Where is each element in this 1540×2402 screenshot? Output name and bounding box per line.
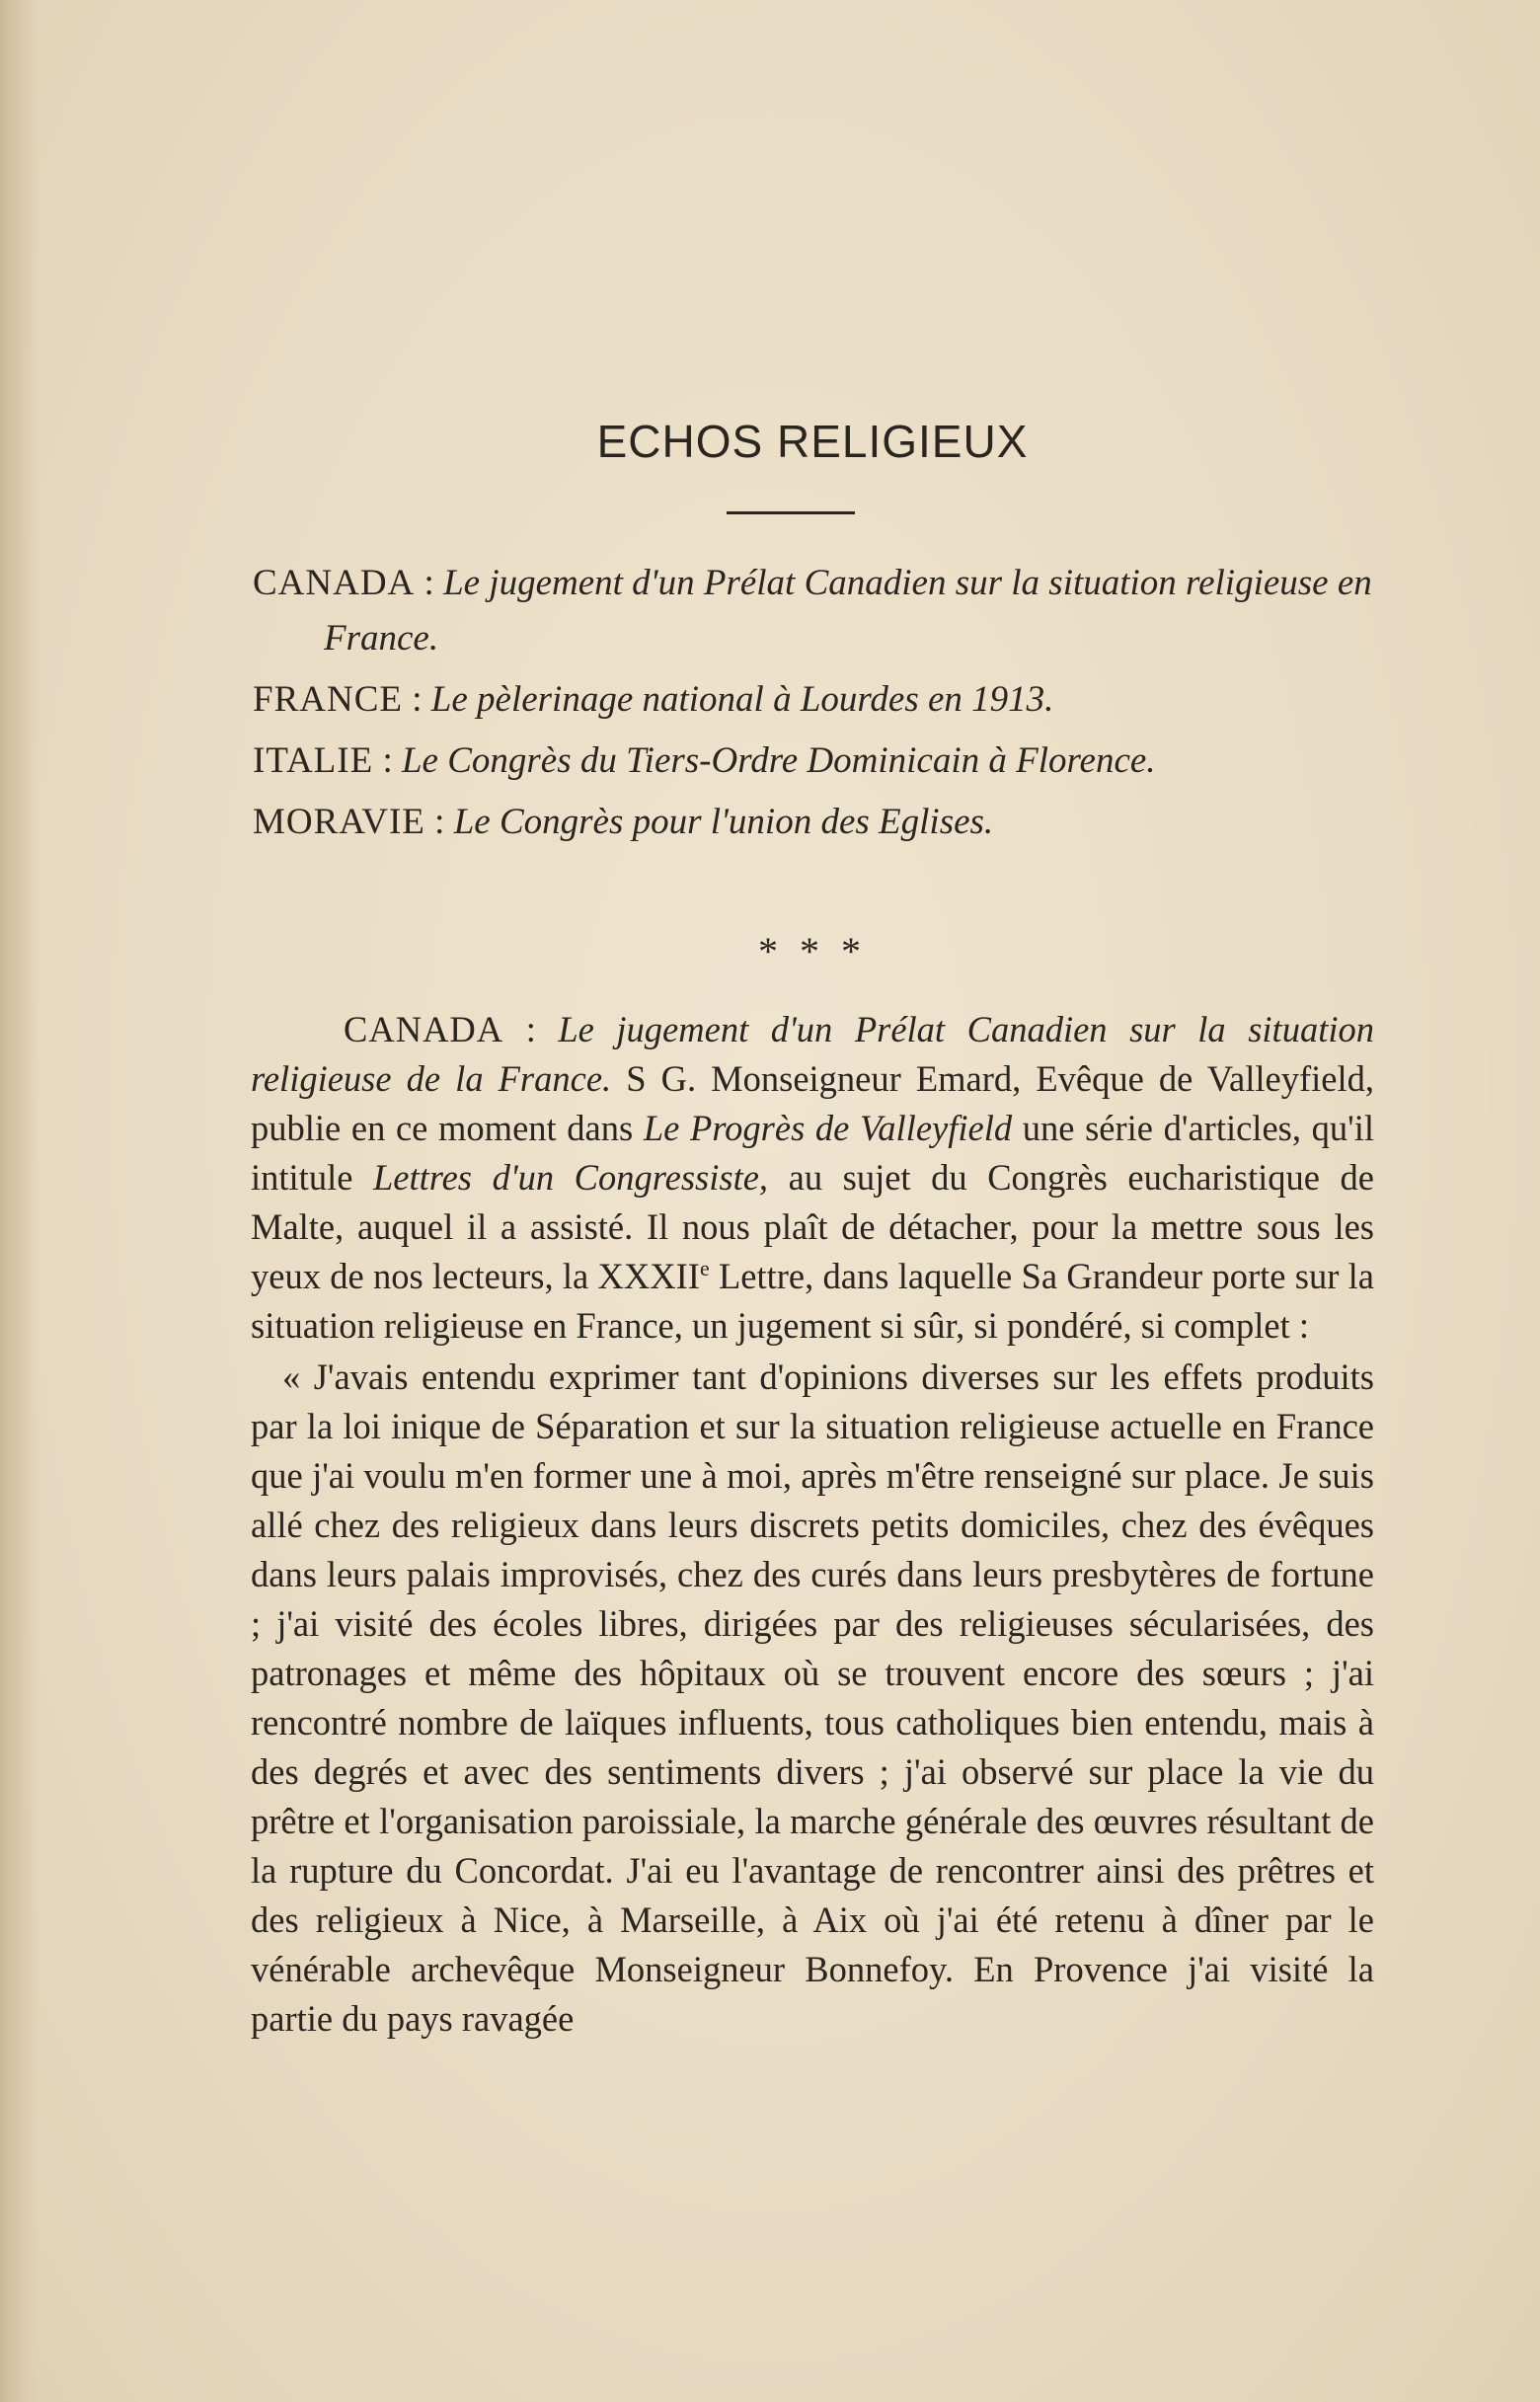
summary-entry-canada	[253, 556, 1374, 666]
summary-separator: :	[373, 740, 402, 781]
summary-text: Le Congrès pour l'union des Eglises.	[453, 802, 994, 842]
summary-country: FRANCE	[253, 679, 403, 720]
summary-country: MORAVIE	[253, 802, 425, 842]
summary-country: ITALIE	[253, 740, 374, 781]
summary-entry-moravie	[253, 795, 1374, 850]
summary-country: CANADA	[253, 563, 416, 603]
article-intro-text-1: S G. Monseigneur Emard, Evêque de Valleyfield, publie en ce moment dans	[251, 1058, 1374, 1148]
summary-entry-italie	[253, 734, 1374, 789]
summary-separator: :	[402, 679, 431, 720]
newspaper-title: Le Progrès de Valleyfield	[643, 1108, 1013, 1148]
article-headline: Le jugement d'un Prélat Canadien sur la situation religieuse de la France.	[251, 1009, 1374, 1099]
article-intro-paragraph	[251, 1005, 1374, 1351]
summary-separator: :	[424, 802, 454, 842]
article-body	[251, 1005, 1374, 2044]
section-separator-stars: * * *	[758, 929, 867, 973]
article-intro-text-2: une série d'articles, qu'il intitule	[251, 1108, 1374, 1198]
summary-text: Le Congrès du Tiers-Ordre Dominicain à Florence.	[401, 740, 1156, 781]
summary-separator: :	[415, 563, 444, 603]
summary-entry-france	[253, 672, 1374, 728]
spine-shadow	[0, 0, 39, 2402]
summary-list	[251, 556, 1374, 856]
summary-text: Le pèlerinage national à Lourdes en 1913.	[430, 679, 1054, 720]
article-intro-text-4: Lettre, dans laquelle Sa Grandeur porte sur la situation religieuse en France, un jugement si sûr, si pondéré, si complet :	[251, 1256, 1375, 1346]
title-rule	[727, 511, 855, 514]
summary-text: Le jugement d'un Prélat Canadien sur la situation religieuse en France.	[324, 563, 1372, 659]
ordinal-superscript: e	[699, 1255, 710, 1280]
article-intro-text-3: au sujet du Congrès eucharistique de Malte, auquel il a assisté. Il nous plaît de détacher, pour la mettre sous les yeux de nos lecteurs, la XXXII	[251, 1157, 1375, 1296]
quoted-letter-paragraph: « J'avais entendu exprimer tant d'opinions diverses sur les effets produits par la loi inique de Séparation et sur la situation religieuse actuelle en France que j'ai voulu m'en former une à moi, après m'être renseigné sur place. Je suis allé chez des religieux dans leurs discrets petits domiciles, chez des évêques dans leurs palais improvisés, chez des curés dans leurs presbytères de fortune ; j'ai visité des écoles libres, dirigées par des religieuses sécularisées, des patronages et même des hôpitaux où se trouvent encore des sœurs ; j'ai rencontré nombre de laïques influents, tous catholiques bien entendu, mais à des degrés et avec des sentiments divers ; j'ai observé sur place la vie du prêtre et l'organisation paroissiale, la marche générale des œuvres résultant de la rupture du Concordat. J'ai eu l'avantage de rencontrer ainsi des prêtres et des religieux à Nice, à Marseille, à Aix où j'ai été retenu à dîner par le vénérable archevêque Monseigneur Bonnefoy. En Provence j'ai visité la partie du pays ravagée	[251, 1356, 1374, 2039]
series-title: Lettres d'un Congressiste,	[372, 1157, 769, 1198]
article-country: CANADA	[344, 1009, 504, 1049]
section-title: ECHOS RELIGIEUX	[596, 416, 1029, 467]
article-separator: :	[503, 1009, 559, 1049]
